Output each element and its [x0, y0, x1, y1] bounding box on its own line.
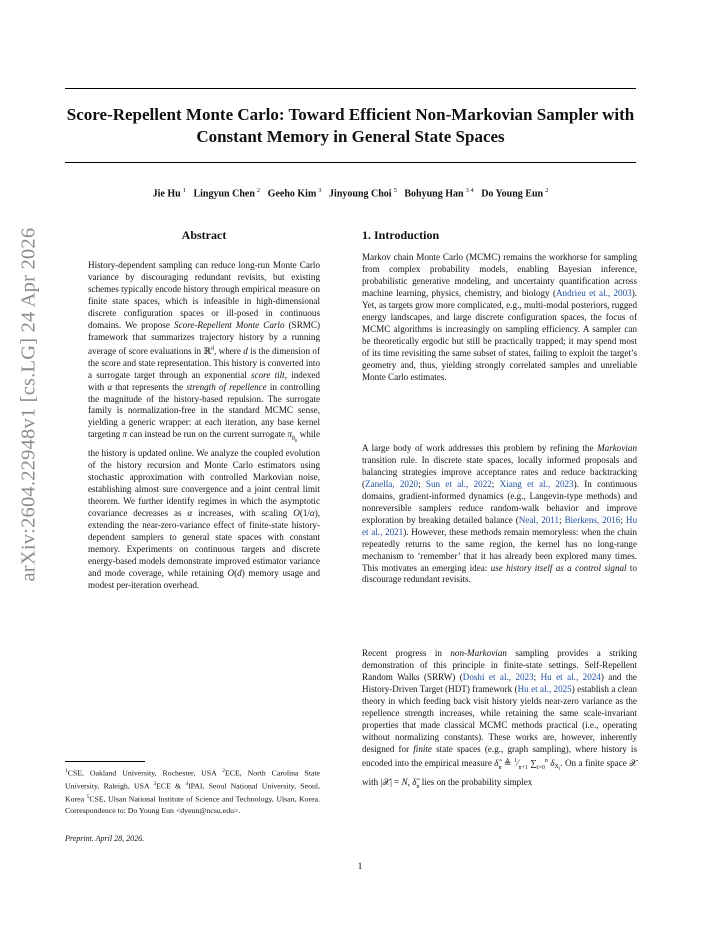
- citation-link[interactable]: Hu et al., 2021: [362, 514, 637, 537]
- citation-link[interactable]: Hu et al., 2025: [517, 683, 572, 694]
- citation-link[interactable]: Andrieu et al., 2003: [555, 287, 632, 298]
- introduction-heading: 1. Introduction: [362, 228, 440, 242]
- citation-link[interactable]: Zanella, 2020: [365, 478, 419, 489]
- title-rule-bottom: [65, 162, 636, 163]
- citation-link[interactable]: Bierkens, 2016: [564, 514, 621, 525]
- author: Bohyung Han: [404, 188, 464, 200]
- footnote-rule: [65, 761, 145, 762]
- title-rule-top: [65, 88, 636, 89]
- citation-link[interactable]: Neal, 2011: [518, 514, 560, 525]
- citation-link[interactable]: Xiang et al., 2023: [499, 478, 574, 489]
- author: Jinyoung Choi: [329, 188, 392, 200]
- author: Jie Hu: [152, 188, 181, 200]
- abstract-heading: Abstract: [181, 228, 227, 242]
- intro-paragraph-1: Markov chain Monte Carlo (MCMC) remains the workhorse for sampling from complex probability models, enabling Bayesian inference, probabilistic generative modeling, and uncertainty quantification across machine learning, physics, chemistry, and biology (Andrieu et al., 2003). Yet, as targets grow more complicated, e.g., multi-modal posteriors, rugged energy landscapes, and large discrete configuration spaces, the focus of MCMC algorithms is increasingly on sampling efficiency. A sampler can be theoretically ergodic but still be practically trapped; it may spend most of its time revisiting the same subset of states, failing to exploit the target’s geometry and, thus, yielding strongly correlated samples and unreliable Monte Carlo estimates.: [362, 252, 637, 382]
- intro-paragraph-3: Recent progress in non-Markovian sampling provides a striking demonstration of this principle in finite-state settings. Self-Repellent Random Walks (SRRW) (Doshi et al., 2023; Hu et al., 2024) and the History-Driven Target (HDT) framework (Hu et al., 2025) establish a clean theory in which feeding back visit history yields near-zero variance as the repellence strength increases, while retaining the same scale-invariant properties that made classical MCMC methods practical (i.e., operating without normalizing constants). These works are, however, inherently designed for finite state spaces (e.g., graph sampling), where history is encoded into the empirical measure $\deltâ_n$ ≜ $^1⁄_{n+1}$ $\sum_{i=0}^n$ $\delta_{X_i}$. On a finite space 𝒳 with |𝒳| = N, $\deltâ_n$ lies on the probability simplex: [362, 648, 638, 790]
- author: Do Young Eun: [481, 188, 544, 200]
- author-list: Jie Hu $^1$ Lingyun Chen $^2$ Geeho Kim $^3$ Jinyoung Choi $^5$ Bohyung Han $^{3 4}$ Do Young Eun $^2$: [152, 187, 549, 200]
- affiliation-footnote: $^1$CSE, Oakland University, Rochester, USA $^2$ECE, North Carolina State University, Raleigh, USA $^3$ECE & $^4$IPAI, Seoul National University, Seoul, Korea $^5$CSE, Ulsan National Institute of Science and Technology, Ulsan, Korea. Correspondence to: Do Young Eun <dyeun@ncsu.edu>.: [65, 768, 321, 815]
- abstract-text: History-dependent sampling can reduce long-run Monte Carlo variance by discouraging redundant revisits, but existing schemes typically encode history through empirical measure on finite state spaces, which is infeasible in high-dimensional discrete configuration spaces or ill-posed in continuous domains. We propose Score-Repellent Monte Carlo (SRMC) framework that summarizes trajectory history by a running average of score evaluations in ℝ$^d$, where d is the dimension of the score and state representation. This history is converted into a surrogate target through an exponential score tilt, indexed with α that represents the strength of repellence in controlling the magnitude of the history-based repulsion. The surrogate family is normalization-free in the standard MCMC sense, yielding a generic wrapper: at each iteration, any base kernel targeting π can instead be run on the current surrogate $\pi_{\theta_n}$ while the history is updated online. We analyze the coupled evolution of the history recursion and Monte Carlo estimators using stochastic approximation with controlled Markovian noise, establishing almost sure convergence and a joint central limit theorem. We further identify regimes in which the asymptotic covariance decreases as α increases, with scaling O(1/α), extending the near-zero-variance effect of finite-state history-dependent samplers to general state spaces with constant memory. Experiments on continuous targets and discrete energy-based models demonstrate improved estimator variance and mode coverage, while retaining O(d) memory usage and modest per-iteration overhead.: [88, 260, 321, 590]
- citation-link[interactable]: Sun et al., 2022: [425, 478, 492, 489]
- preprint-note: Preprint. April 28, 2026.: [65, 834, 145, 843]
- author: Geeho Kim: [267, 188, 317, 200]
- arxiv-identifier: arXiv:2604.22948v1 [cs.LG] 24 Apr 2026: [17, 227, 40, 582]
- author: Lingyun Chen: [193, 188, 255, 200]
- citation-link[interactable]: Doshi et al., 2023: [462, 671, 534, 682]
- citation-link[interactable]: Hu et al., 2024: [540, 671, 601, 682]
- paper-title: Score-Repellent Monte Carlo: Toward Efficient Non-Markovian Sampler with Constant Memory in General State Spaces: [66, 105, 635, 146]
- intro-paragraph-2: A large body of work addresses this problem by refining the Markovian transition rule. In discrete state spaces, locally informed proposals and balancing strategies improve acceptance rates and reduce backtracking (Zanella, 2020; Sun et al., 2022; Xiang et al., 2023). In continuous domains, gradient-informed dynamics (e.g., Langevin-type methods) and nonreversible samplers reduce random-walk behavior and improve exploration by breaking detailed balance (Neal, 2011; Bierkens, 2016; Hu et al., 2021). However, these methods remain memoryless: when the chain repeatedly returns to the same region, the kernel has no long-range mechanism to ‘remember’ that it has already been explored many times. This motivates an emerging idea: use history itself as a control signal to discourage redundant revisits.: [362, 443, 637, 585]
- page-number: 1: [357, 862, 363, 872]
